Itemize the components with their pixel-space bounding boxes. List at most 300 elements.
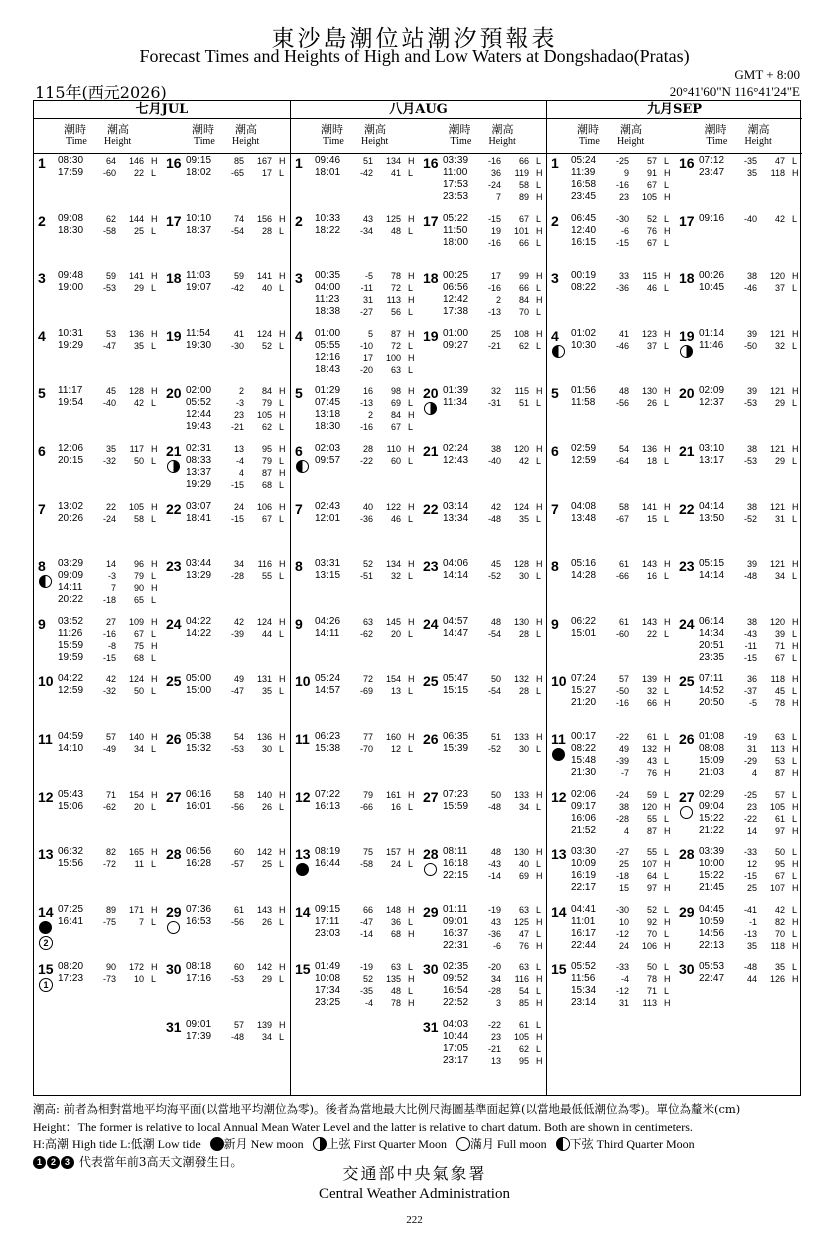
legend-first-quarter: 上弦 First Quarter Moon	[326, 1137, 447, 1151]
height-msl: -51	[359, 571, 373, 582]
day-cell	[547, 902, 675, 960]
height-chart-datum: 141	[641, 501, 657, 512]
height-chart-datum: 95	[774, 859, 785, 870]
tide-type: L	[792, 813, 798, 824]
tide-time: 01:29	[315, 385, 341, 397]
height-msl: -12	[615, 986, 629, 997]
tide-entry	[699, 940, 801, 952]
tide-entry	[58, 397, 160, 409]
tide-entry	[315, 397, 417, 409]
height-chart-datum: 42	[133, 398, 144, 409]
height-chart-datum: 79	[133, 571, 144, 582]
tide-entry	[315, 916, 417, 928]
tide-entry	[58, 213, 160, 225]
height-chart-datum: 32	[390, 571, 401, 582]
height-chart-datum: 115	[514, 386, 529, 397]
height-chart-datum: 95	[518, 1055, 529, 1066]
tide-entry	[699, 697, 801, 709]
height-chart-datum: 70	[774, 928, 785, 939]
tide-type: L	[408, 962, 414, 973]
tide-time: 01:49	[315, 961, 341, 973]
tide-type: H	[536, 295, 543, 306]
full-moon-icon	[424, 863, 437, 876]
tide-time: 02:00	[186, 385, 212, 397]
height-chart-datum: 48	[390, 986, 401, 997]
height-chart-datum: 115	[642, 271, 657, 282]
tide-type: H	[792, 443, 799, 454]
tide-entry	[58, 582, 160, 594]
tide-type: L	[536, 986, 542, 997]
height-chart-datum: 67	[774, 871, 785, 882]
height-chart-datum: 61	[646, 731, 657, 742]
day-number: 17	[679, 212, 695, 229]
tide-time: 10:09	[571, 858, 597, 870]
tide-type: L	[279, 571, 285, 582]
tide-time: 11:54	[186, 327, 211, 339]
legend-tide-labels: H:高潮 High tide L:低潮 Low tide	[33, 1137, 201, 1151]
day-cell	[675, 787, 803, 845]
height-chart-datum: 161	[385, 789, 401, 800]
tide-entry	[315, 513, 417, 525]
height-msl: -36	[359, 513, 373, 524]
height-msl: 13	[233, 443, 244, 454]
tide-entry	[699, 155, 801, 167]
height-msl: 52	[362, 559, 373, 570]
height-chart-datum: 26	[261, 801, 272, 812]
tide-type: L	[664, 628, 670, 639]
tide-type: L	[408, 225, 414, 236]
tide-time: 23:53	[443, 191, 469, 202]
height-msl: 15	[618, 883, 629, 894]
tide-time: 11:50	[443, 224, 468, 236]
height-chart-datum: 35	[774, 962, 785, 973]
tide-time: 22:52	[443, 997, 469, 1009]
height-chart-datum: 113	[642, 998, 657, 1009]
height-chart-datum: 40	[261, 283, 272, 294]
height-msl: 79	[362, 789, 373, 800]
height-msl: -6	[492, 940, 501, 951]
tide-type: L	[792, 652, 798, 663]
tide-time: 07:25	[58, 903, 84, 915]
agency-name-zh: 交通部中央氣象署	[342, 1164, 487, 1183]
tide-entry	[699, 813, 801, 825]
height-msl: 52	[362, 974, 373, 985]
tide-time: 16:06	[571, 812, 597, 824]
tide-entry	[58, 858, 160, 870]
day-number: 14	[551, 903, 567, 920]
tide-entry	[315, 340, 417, 352]
height-chart-datum: 116	[514, 974, 529, 985]
tide-type: H	[151, 386, 158, 397]
tide-entry	[571, 985, 673, 997]
height-msl: 2	[495, 295, 501, 306]
tide-entry	[443, 904, 545, 916]
height-chart-datum: 101	[513, 225, 529, 236]
day-cell	[162, 383, 290, 441]
tide-type: L	[279, 686, 285, 697]
tide-entry	[315, 858, 417, 870]
height-msl: 42	[105, 674, 116, 685]
height-header-zh: 潮高	[620, 123, 642, 136]
height-chart-datum: 92	[646, 916, 657, 927]
day-cell	[162, 326, 290, 384]
tide-type: L	[792, 904, 798, 915]
day-number: 7	[295, 500, 303, 517]
height-msl: 34	[233, 559, 244, 570]
height-chart-datum: 55	[646, 813, 657, 824]
height-msl: -12	[615, 928, 629, 939]
tide-type: H	[536, 559, 543, 570]
height-msl: 64	[105, 156, 116, 166]
height-chart-datum: 58	[518, 180, 529, 190]
tide-type: L	[408, 686, 414, 697]
tide-time: 08:19	[315, 846, 341, 858]
tide-time: 20:51	[699, 639, 725, 651]
tide-type: H	[408, 501, 415, 512]
table-row	[547, 268, 803, 326]
tide-time: 17:38	[443, 306, 469, 318]
height-chart-datum: 50	[774, 847, 785, 858]
table-row	[291, 671, 547, 729]
table-row	[291, 787, 547, 845]
height-msl: -35	[359, 986, 373, 997]
tide-time: 02:35	[443, 961, 469, 973]
tide-time: 16:54	[443, 985, 469, 997]
tide-type: H	[279, 789, 286, 800]
tide-entry	[571, 870, 673, 882]
height-msl: -4	[620, 974, 629, 985]
tide-type: H	[664, 940, 671, 951]
table-row	[34, 383, 290, 441]
column-header-group	[547, 119, 675, 153]
tide-entry	[58, 443, 160, 455]
height-msl: -53	[743, 455, 757, 466]
tide-type: L	[536, 455, 542, 466]
tide-time: 17:34	[315, 985, 341, 997]
tide-type: L	[408, 513, 414, 524]
tide-type: H	[536, 916, 543, 927]
tide-time: 02:06	[571, 788, 597, 800]
height-msl: -16	[615, 180, 629, 190]
table-row	[291, 614, 547, 672]
tide-entry	[186, 328, 288, 340]
day-cell	[34, 787, 162, 845]
day-cell	[547, 441, 675, 499]
tide-type: H	[664, 501, 671, 512]
height-chart-datum: 136	[641, 443, 657, 454]
day-cell	[162, 441, 290, 499]
tide-type: L	[536, 1043, 542, 1054]
table-row	[547, 729, 803, 787]
table-row	[547, 787, 803, 845]
height-chart-datum: 124	[256, 328, 272, 339]
height-chart-datum: 62	[518, 1043, 529, 1054]
tide-type: L	[151, 595, 157, 606]
tide-entry	[58, 340, 160, 352]
tide-time: 06:14	[699, 615, 725, 627]
height-msl: -43	[743, 628, 757, 639]
day-cell	[162, 729, 290, 787]
tide-entry	[699, 904, 801, 916]
tide-time: 17:23	[58, 973, 84, 985]
tide-type: L	[151, 628, 157, 639]
tide-entry	[699, 558, 801, 570]
tide-entry	[58, 628, 160, 640]
tide-type: L	[151, 283, 157, 294]
tide-time: 09:52	[443, 973, 469, 985]
day-number: 3	[551, 270, 559, 287]
tide-time: 05:38	[186, 730, 212, 742]
height-msl: 75	[362, 847, 373, 858]
day-number: 22	[166, 500, 182, 517]
tide-time: 14:47	[443, 627, 469, 639]
day-cell	[291, 671, 419, 729]
height-msl: 90	[105, 962, 116, 973]
day-cell	[34, 499, 162, 557]
height-chart-datum: 118	[770, 674, 785, 685]
tide-entry	[443, 328, 545, 340]
tide-type: L	[536, 340, 542, 351]
day-cell	[34, 383, 162, 441]
tide-time: 06:45	[571, 212, 597, 224]
height-msl: 38	[490, 443, 501, 454]
height-chart-datum: 133	[513, 789, 529, 800]
day-cell	[547, 729, 675, 787]
tide-type: L	[279, 479, 285, 490]
tide-type: L	[408, 628, 414, 639]
height-msl: 42	[490, 501, 501, 512]
height-msl: -65	[230, 168, 244, 178]
height-msl: 14	[105, 559, 116, 570]
tide-type: H	[664, 974, 671, 985]
height-chart-datum: 68	[261, 479, 272, 490]
tide-entry	[699, 397, 801, 409]
tide-time: 14:14	[699, 570, 725, 582]
tide-type: H	[408, 352, 415, 363]
tide-type: H	[408, 974, 415, 985]
tide-entry	[571, 191, 673, 203]
table-row	[34, 268, 290, 326]
height-chart-datum: 43	[646, 755, 657, 766]
height-msl: -58	[359, 859, 373, 870]
tide-entry	[571, 628, 673, 640]
legend-third-quarter: 下弦 Third Quarter Moon	[569, 1137, 695, 1151]
tide-time: 16:15	[571, 236, 597, 248]
height-msl: 4	[238, 467, 244, 478]
tide-time: 05:24	[571, 155, 597, 166]
tide-type: H	[408, 328, 415, 339]
height-msl: -22	[743, 813, 757, 824]
tide-entry	[443, 282, 545, 294]
day-cell	[34, 326, 162, 384]
tide-time: 20:15	[58, 454, 84, 466]
tide-type: H	[536, 871, 543, 882]
tide-time: 15:22	[699, 812, 725, 824]
height-chart-datum: 34	[518, 801, 529, 812]
height-chart-datum: 67	[646, 237, 657, 248]
tide-time: 12:16	[315, 351, 341, 363]
day-cell	[675, 268, 803, 326]
tide-type: H	[279, 271, 286, 282]
height-msl: -16	[102, 628, 116, 639]
tide-entry	[186, 225, 288, 237]
third-moon-icon	[552, 345, 565, 358]
tide-type: H	[792, 271, 799, 282]
tide-type: L	[664, 813, 670, 824]
height-chart-datum: 91	[646, 168, 657, 178]
tide-entry	[443, 213, 545, 225]
tide-time: 19:00	[58, 282, 84, 294]
tide-type: H	[536, 192, 543, 202]
tide-entry	[315, 306, 417, 318]
height-header-zh: 潮高	[364, 123, 386, 136]
tide-time: 12:44	[186, 409, 212, 421]
tide-type: H	[792, 386, 799, 397]
tide-time: 11:26	[58, 627, 83, 639]
height-msl: 12	[746, 859, 757, 870]
tide-type: H	[792, 859, 799, 870]
tide-time: 07:22	[315, 788, 341, 800]
tide-type: L	[151, 513, 157, 524]
table-row	[291, 902, 547, 960]
tide-entry	[315, 213, 417, 225]
height-chart-datum: 119	[514, 168, 529, 178]
height-chart-datum: 60	[390, 455, 401, 466]
height-msl: 74	[233, 213, 244, 224]
tide-type: H	[792, 168, 799, 178]
tide-type: L	[536, 571, 542, 582]
tide-type: L	[664, 928, 670, 939]
tide-entry	[315, 155, 417, 167]
tide-entry	[699, 340, 801, 352]
day-number: 25	[679, 673, 695, 690]
time-header-zh: 潮時	[321, 123, 343, 136]
tide-time: 15:59	[443, 800, 469, 812]
day-cell	[419, 614, 547, 672]
height-msl: 14	[746, 825, 757, 836]
day-rows	[291, 153, 547, 1077]
day-number: 14	[295, 903, 311, 920]
height-msl: -31	[487, 398, 501, 409]
height-msl: -21	[487, 1043, 501, 1054]
tide-time: 02:29	[699, 788, 725, 800]
height-msl: -5	[364, 271, 373, 282]
day-cell	[162, 959, 290, 1017]
third-quarter-moon-icon	[556, 1137, 570, 1151]
day-cell	[419, 729, 547, 787]
day-number: 26	[679, 730, 695, 747]
day-cell	[291, 268, 419, 326]
day-cell	[162, 153, 290, 211]
table-row	[547, 1017, 803, 1077]
height-msl: -1	[748, 916, 757, 927]
day-number: 22	[679, 500, 695, 517]
day-number: 3	[295, 270, 303, 287]
day-cell	[675, 844, 803, 902]
tide-type: L	[664, 180, 670, 190]
height-msl: -11	[744, 640, 757, 651]
tide-entry	[699, 570, 801, 582]
table-row	[34, 153, 290, 211]
tide-type: H	[279, 386, 286, 397]
tide-entry	[186, 1031, 288, 1043]
tide-type: L	[664, 789, 670, 800]
day-number: 16	[423, 155, 439, 171]
height-chart-datum: 132	[513, 674, 529, 685]
tide-entry	[58, 594, 160, 606]
tide-type: L	[279, 422, 285, 433]
tide-type: H	[408, 789, 415, 800]
tide-time: 16:13	[315, 800, 341, 812]
day-number: 3	[38, 270, 46, 287]
day-number: 23	[166, 558, 182, 575]
height-chart-datum: 139	[256, 1019, 272, 1030]
height-msl: 61	[618, 559, 629, 570]
height-chart-datum: 122	[385, 501, 401, 512]
tide-entry	[443, 1055, 545, 1067]
tide-entry	[571, 813, 673, 825]
height-chart-datum: 130	[513, 847, 529, 858]
height-chart-datum: 165	[128, 847, 144, 858]
tide-entry	[186, 846, 288, 858]
height-msl: 50	[490, 789, 501, 800]
new-moon-icon	[552, 748, 565, 761]
table-row	[547, 499, 803, 557]
tide-time: 16:28	[186, 858, 212, 870]
tide-entry	[443, 237, 545, 249]
height-msl: -52	[487, 743, 501, 754]
tide-time: 10:08	[315, 973, 341, 985]
tide-time: 04:03	[443, 1018, 469, 1030]
tide-time: 16:58	[571, 179, 597, 190]
tide-entry	[699, 270, 801, 282]
height-msl: 38	[746, 443, 757, 454]
tide-time: 04:57	[443, 615, 469, 627]
day-cell	[162, 1017, 290, 1077]
tide-time: 02:24	[443, 442, 469, 454]
tide-time: 06:32	[58, 846, 84, 858]
height-chart-datum: 55	[646, 847, 657, 858]
table-row	[547, 959, 803, 1017]
tide-time: 03:07	[186, 500, 212, 512]
day-rows	[34, 153, 290, 1077]
tide-time: 00:35	[315, 270, 341, 282]
tide-type: L	[536, 928, 542, 939]
tide-entry	[699, 455, 801, 467]
day-cell	[162, 671, 290, 729]
tide-entry	[186, 685, 288, 697]
day-cell	[162, 211, 290, 269]
tide-entry	[315, 789, 417, 801]
day-number: 12	[38, 788, 54, 805]
new-moon-icon	[296, 863, 309, 876]
day-cell	[675, 614, 803, 672]
tide-entry	[443, 570, 545, 582]
tide-entry	[443, 294, 545, 306]
height-chart-datum: 99	[518, 271, 529, 282]
height-msl: 36	[490, 168, 501, 178]
tide-type: L	[664, 398, 670, 409]
tide-time: 19:29	[58, 339, 84, 351]
tide-type: H	[408, 386, 415, 397]
day-rows	[547, 153, 803, 1077]
tide-time: 19:43	[186, 421, 212, 433]
tide-time: 10:31	[58, 327, 84, 339]
tide-entry	[571, 179, 673, 191]
tide-type: L	[408, 307, 414, 318]
height-msl: -53	[230, 974, 244, 985]
tide-time: 23:25	[315, 997, 341, 1009]
